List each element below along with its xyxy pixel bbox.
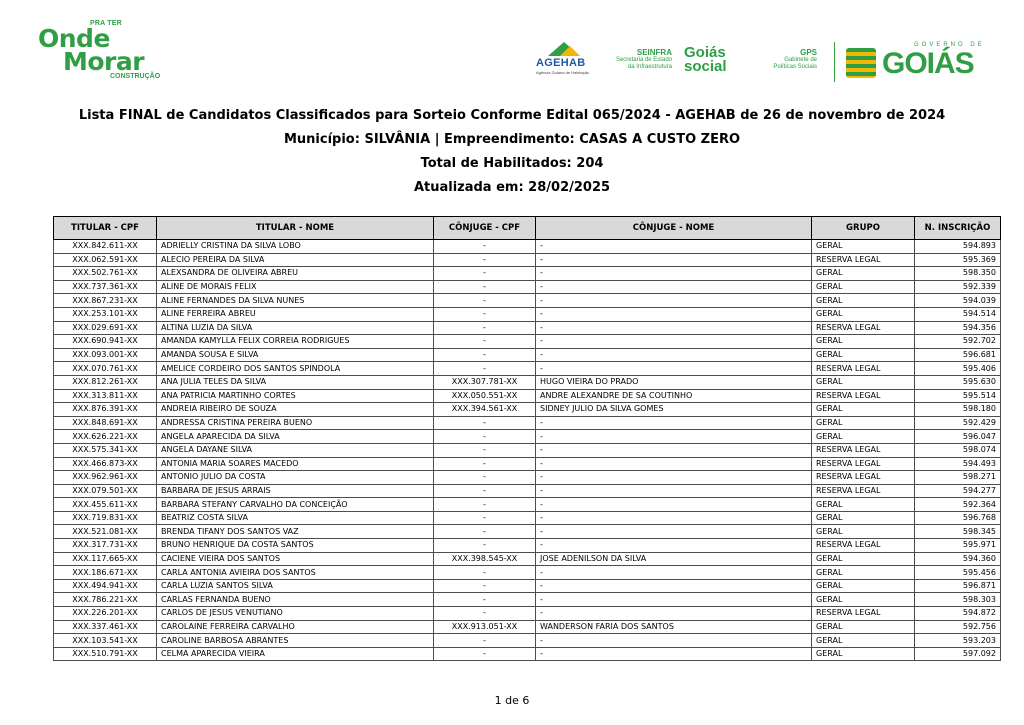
col-grupo: GRUPO	[812, 217, 915, 240]
cell-inscricao: 593.203	[915, 634, 1001, 648]
seinfra-logo	[602, 48, 672, 71]
municipio-line: Município: SILVÂNIA | Empreendimento: CASAS A CUSTO ZERO	[283, 132, 741, 147]
cell-conjuge-cpf: XXX.307.781-XX	[434, 375, 536, 389]
cell-titular-cpf: XXX.070.761-XX	[54, 362, 157, 376]
cell-titular-cpf: XXX.842.611-XX	[54, 240, 157, 254]
cell-conjuge-nome: -	[536, 471, 812, 485]
table-row	[54, 607, 1001, 621]
cell-grupo: RESERVA LEGAL	[812, 362, 915, 376]
cell-inscricao: 596.047	[915, 430, 1001, 444]
cell-inscricao: 598.303	[915, 593, 1001, 607]
cell-titular-nome: ALINE FERNANDES DA SILVA NUNES	[157, 294, 434, 308]
cell-titular-nome: ANTONIO JULIO DA COSTA	[157, 471, 434, 485]
cell-titular-cpf: XXX.867.231-XX	[54, 294, 157, 308]
cell-conjuge-cpf: -	[434, 647, 536, 661]
cell-conjuge-cpf: -	[434, 634, 536, 648]
cell-conjuge-nome: -	[536, 525, 812, 539]
cell-grupo: RESERVA LEGAL	[812, 484, 915, 498]
cell-titular-cpf: XXX.510.791-XX	[54, 647, 157, 661]
cell-conjuge-nome: -	[536, 498, 812, 512]
cell-inscricao: 594.514	[915, 307, 1001, 321]
cell-titular-nome: ANA JULIA TELES DA SILVA	[157, 375, 434, 389]
cell-conjuge-cpf: -	[434, 307, 536, 321]
cell-conjuge-cpf: -	[434, 362, 536, 376]
cell-inscricao: 594.893	[915, 240, 1001, 254]
cell-grupo: GERAL	[812, 294, 915, 308]
table-row	[54, 647, 1001, 661]
agehab-logo	[534, 42, 594, 82]
cell-conjuge-cpf: -	[434, 294, 536, 308]
table-row	[54, 484, 1001, 498]
cell-conjuge-nome: -	[536, 593, 812, 607]
table-row	[54, 443, 1001, 457]
cell-inscricao: 595.369	[915, 253, 1001, 267]
cell-titular-cpf: XXX.117.665-XX	[54, 552, 157, 566]
cell-titular-cpf: XXX.186.671-XX	[54, 566, 157, 580]
table-row	[54, 253, 1001, 267]
cell-inscricao: 594.872	[915, 607, 1001, 621]
table-row	[54, 539, 1001, 553]
cell-titular-cpf: XXX.719.831-XX	[54, 511, 157, 525]
cell-conjuge-cpf: -	[434, 335, 536, 349]
cell-titular-cpf: XXX.317.731-XX	[54, 539, 157, 553]
cell-inscricao: 595.514	[915, 389, 1001, 403]
cell-conjuge-nome: -	[536, 253, 812, 267]
logo-divider	[834, 42, 835, 82]
cell-titular-cpf: XXX.455.611-XX	[54, 498, 157, 512]
cell-grupo: GERAL	[812, 348, 915, 362]
cell-titular-cpf: XXX.786.221-XX	[54, 593, 157, 607]
cell-inscricao: 594.039	[915, 294, 1001, 308]
cell-inscricao: 598.345	[915, 525, 1001, 539]
cell-titular-nome: CARLA ANTONIA AVIEIRA DOS SANTOS	[157, 566, 434, 580]
cell-grupo: GERAL	[812, 240, 915, 254]
cell-titular-cpf: XXX.521.081-XX	[54, 525, 157, 539]
cell-titular-nome: BEATRIZ COSTA SILVA	[157, 511, 434, 525]
cell-conjuge-cpf: -	[434, 539, 536, 553]
cell-conjuge-nome: -	[536, 566, 812, 580]
cell-conjuge-cpf: -	[434, 267, 536, 281]
cell-inscricao: 594.493	[915, 457, 1001, 471]
logo-tagline: PRA TER	[90, 20, 122, 27]
cell-inscricao: 595.406	[915, 362, 1001, 376]
cell-conjuge-nome: SIDNEY JULIO DA SILVA GOMES	[536, 403, 812, 417]
table-row	[54, 511, 1001, 525]
candidates-table	[53, 216, 1001, 661]
cell-grupo: GERAL	[812, 647, 915, 661]
cell-conjuge-cpf: -	[434, 430, 536, 444]
document-header	[0, 104, 1024, 200]
cell-grupo: GERAL	[812, 525, 915, 539]
cell-grupo: RESERVA LEGAL	[812, 457, 915, 471]
cell-titular-cpf: XXX.848.691-XX	[54, 416, 157, 430]
cell-inscricao: 596.681	[915, 348, 1001, 362]
cell-conjuge-nome: -	[536, 443, 812, 457]
cell-conjuge-nome: WANDERSON FARIA DOS SANTOS	[536, 620, 812, 634]
seinfra-sub1: Secretaria de Estado	[615, 57, 672, 63]
cell-inscricao: 592.364	[915, 498, 1001, 512]
cell-grupo: GERAL	[812, 280, 915, 294]
cell-conjuge-cpf: XXX.913.051-XX	[434, 620, 536, 634]
cell-conjuge-nome: -	[536, 267, 812, 281]
cell-conjuge-cpf: XXX.394.561-XX	[434, 403, 536, 417]
cell-grupo: RESERVA LEGAL	[812, 607, 915, 621]
governo-goias-logo	[846, 42, 996, 82]
table-row	[54, 471, 1001, 485]
cell-titular-nome: BARBARA DE JESUS ARRAIS	[157, 484, 434, 498]
cell-inscricao: 592.429	[915, 416, 1001, 430]
table-row	[54, 362, 1001, 376]
cell-conjuge-nome: -	[536, 307, 812, 321]
goias-flag-icon	[846, 48, 876, 78]
cell-titular-nome: CACIENE VIEIRA DOS SANTOS	[157, 552, 434, 566]
cell-titular-nome: BRENDA TIFANY DOS SANTOS VAZ	[157, 525, 434, 539]
cell-conjuge-cpf: -	[434, 484, 536, 498]
cell-inscricao: 596.768	[915, 511, 1001, 525]
cell-grupo: RESERVA LEGAL	[812, 539, 915, 553]
cell-titular-nome: ALTINA LUZIA DA SILVA	[157, 321, 434, 335]
cell-inscricao: 594.356	[915, 321, 1001, 335]
cell-titular-nome: BRUNO HENRIQUE DA COSTA SANTOS	[157, 539, 434, 553]
cell-conjuge-cpf: -	[434, 240, 536, 254]
cell-conjuge-cpf: -	[434, 280, 536, 294]
table-row	[54, 403, 1001, 417]
cell-grupo: GERAL	[812, 416, 915, 430]
table-row	[54, 579, 1001, 593]
cell-titular-cpf: XXX.466.873-XX	[54, 457, 157, 471]
cell-conjuge-nome: -	[536, 430, 812, 444]
cell-grupo: GERAL	[812, 267, 915, 281]
cell-titular-nome: AMELICE CORDEIRO DOS SANTOS SPINDOLA	[157, 362, 434, 376]
cell-conjuge-cpf: -	[434, 471, 536, 485]
cell-titular-nome: ANDRESSA CRISTINA PEREIRA BUENO	[157, 416, 434, 430]
cell-titular-cpf: XXX.812.261-XX	[54, 375, 157, 389]
cell-titular-cpf: XXX.029.691-XX	[54, 321, 157, 335]
gps-sub2: Políticas Sociais	[773, 64, 817, 70]
partner-logos	[534, 40, 994, 84]
cell-titular-nome: ANTONIA MARIA SOARES MACEDO	[157, 457, 434, 471]
goias-social-line1: Goiás	[684, 44, 726, 61]
cell-conjuge-cpf: -	[434, 525, 536, 539]
table-row	[54, 552, 1001, 566]
agehab-roof-accent-icon	[560, 46, 580, 56]
cell-conjuge-nome: -	[536, 280, 812, 294]
cell-titular-cpf: XXX.079.501-XX	[54, 484, 157, 498]
cell-conjuge-nome: -	[536, 484, 812, 498]
cell-titular-cpf: XXX.876.391-XX	[54, 403, 157, 417]
goias-social-line2: social	[684, 58, 727, 75]
cell-conjuge-nome: -	[536, 321, 812, 335]
cell-conjuge-cpf: -	[434, 321, 536, 335]
cell-grupo: GERAL	[812, 552, 915, 566]
cell-conjuge-nome: -	[536, 294, 812, 308]
cell-grupo: GERAL	[812, 403, 915, 417]
cell-inscricao: 594.360	[915, 552, 1001, 566]
cell-conjuge-cpf: -	[434, 593, 536, 607]
cell-inscricao: 594.277	[915, 484, 1001, 498]
cell-inscricao: 598.350	[915, 267, 1001, 281]
cell-grupo: RESERVA LEGAL	[812, 443, 915, 457]
cell-conjuge-nome: -	[536, 362, 812, 376]
document-title: Lista FINAL de Candidatos Classificados para Sorteio Conforme Edital 065/2024 - AGEHAB de 26 de novembro de 2024	[78, 108, 946, 123]
cell-inscricao: 597.092	[915, 647, 1001, 661]
cell-titular-cpf: XXX.103.541-XX	[54, 634, 157, 648]
goias-text: GOIÁS	[882, 47, 974, 80]
cell-titular-cpf: XXX.226.201-XX	[54, 607, 157, 621]
cell-inscricao: 595.456	[915, 566, 1001, 580]
cell-titular-nome: AMANDA SOUSA E SILVA	[157, 348, 434, 362]
cell-conjuge-cpf: -	[434, 579, 536, 593]
cell-conjuge-cpf: -	[434, 498, 536, 512]
table-row	[54, 498, 1001, 512]
cell-titular-cpf: XXX.962.961-XX	[54, 471, 157, 485]
cell-grupo: GERAL	[812, 566, 915, 580]
table-row	[54, 457, 1001, 471]
cell-titular-nome: BARBARA STEFANY CARVALHO DA CONCEIÇÃO	[157, 498, 434, 512]
table-row	[54, 593, 1001, 607]
gps-sub1: Gabinete de	[784, 57, 817, 63]
cell-titular-nome: AMANDA KAMYLLA FELIX CORREIA RODRIGUES	[157, 335, 434, 349]
cell-conjuge-nome: -	[536, 240, 812, 254]
col-conjuge-nome: CÔNJUGE - NOME	[536, 217, 812, 240]
cell-grupo: GERAL	[812, 620, 915, 634]
cell-titular-nome: ANA PATRICIA MARTINHO CORTES	[157, 389, 434, 403]
cell-grupo: RESERVA LEGAL	[812, 389, 915, 403]
cell-inscricao: 595.630	[915, 375, 1001, 389]
cell-conjuge-nome: -	[536, 647, 812, 661]
cell-inscricao: 598.271	[915, 471, 1001, 485]
cell-titular-cpf: XXX.494.941-XX	[54, 579, 157, 593]
cell-titular-nome: CAROLINE BARBOSA ABRANTES	[157, 634, 434, 648]
agehab-subtitle: Agência Goiana de Habitação	[536, 70, 590, 75]
cell-conjuge-nome: -	[536, 348, 812, 362]
table-row	[54, 294, 1001, 308]
cell-titular-nome: ALINE DE MORAIS FELIX	[157, 280, 434, 294]
total-habilitados: Total de Habilitados: 204	[420, 156, 604, 171]
cell-conjuge-nome: -	[536, 607, 812, 621]
cell-conjuge-nome: -	[536, 457, 812, 471]
table-row	[54, 267, 1001, 281]
gps-name: GPS	[800, 48, 817, 57]
cell-titular-cpf: XXX.690.941-XX	[54, 335, 157, 349]
cell-conjuge-cpf: -	[434, 416, 536, 430]
logo-onde: Onde	[38, 24, 110, 53]
seinfra-name: SEINFRA	[636, 48, 672, 57]
cell-conjuge-cpf: -	[434, 566, 536, 580]
cell-inscricao: 598.180	[915, 403, 1001, 417]
cell-titular-nome: ANGELA APARECIDA DA SILVA	[157, 430, 434, 444]
goias-social-logo	[684, 46, 727, 74]
cell-conjuge-cpf: -	[434, 607, 536, 621]
cell-grupo: GERAL	[812, 634, 915, 648]
cell-grupo: GERAL	[812, 498, 915, 512]
cell-grupo: GERAL	[812, 307, 915, 321]
cell-grupo: GERAL	[812, 375, 915, 389]
cell-grupo: RESERVA LEGAL	[812, 321, 915, 335]
cell-grupo: GERAL	[812, 430, 915, 444]
logo-morar: Morar	[63, 47, 145, 76]
table-row	[54, 321, 1001, 335]
onde-morar-logo	[38, 16, 163, 86]
cell-titular-cpf: XXX.626.221-XX	[54, 430, 157, 444]
updated-date: Atualizada em: 28/02/2025	[413, 180, 611, 195]
cell-titular-nome: ANDREIA RIBEIRO DE SOUZA	[157, 403, 434, 417]
cell-conjuge-nome: -	[536, 511, 812, 525]
cell-conjuge-nome: ANDRE ALEXANDRE DE SA COUTINHO	[536, 389, 812, 403]
cell-titular-cpf: XXX.337.461-XX	[54, 620, 157, 634]
seinfra-sub2: da Infraestrutura	[627, 64, 672, 70]
cell-titular-nome: CARLA LUZIA SANTOS SILVA	[157, 579, 434, 593]
cell-conjuge-nome: JOSE ADENILSON DA SILVA	[536, 552, 812, 566]
table-row	[54, 335, 1001, 349]
table-header-row	[54, 217, 1001, 240]
table-row	[54, 307, 1001, 321]
table-row	[54, 634, 1001, 648]
governo-de-text: GOVERNO DE	[914, 42, 985, 48]
cell-titular-cpf: XXX.502.761-XX	[54, 267, 157, 281]
table-row	[54, 525, 1001, 539]
table-row	[54, 240, 1001, 254]
cell-titular-cpf: XXX.737.361-XX	[54, 280, 157, 294]
cell-grupo: GERAL	[812, 511, 915, 525]
cell-titular-nome: CARLOS DE JESUS VENUTIANO	[157, 607, 434, 621]
table-row	[54, 620, 1001, 634]
table-row	[54, 416, 1001, 430]
cell-conjuge-cpf: XXX.398.545-XX	[434, 552, 536, 566]
cell-titular-nome: CARLAS FERNANDA BUENO	[157, 593, 434, 607]
table-row	[54, 389, 1001, 403]
cell-inscricao: 592.756	[915, 620, 1001, 634]
cell-conjuge-cpf: -	[434, 511, 536, 525]
col-inscricao: N. INSCRIÇÃO	[915, 217, 1001, 240]
cell-inscricao: 598.074	[915, 443, 1001, 457]
cell-conjuge-cpf: -	[434, 443, 536, 457]
col-titular-cpf: TITULAR - CPF	[54, 217, 157, 240]
cell-titular-nome: ALINE FERREIRA ABREU	[157, 307, 434, 321]
cell-inscricao: 592.339	[915, 280, 1001, 294]
table-row	[54, 375, 1001, 389]
cell-conjuge-nome: -	[536, 539, 812, 553]
table-row	[54, 348, 1001, 362]
table-row	[54, 430, 1001, 444]
cell-conjuge-cpf: -	[434, 457, 536, 471]
cell-titular-nome: ALECIO PEREIRA DA SILVA	[157, 253, 434, 267]
cell-conjuge-nome: -	[536, 335, 812, 349]
cell-conjuge-cpf: XXX.050.551-XX	[434, 389, 536, 403]
cell-titular-nome: ANGELA DAYANE SILVA	[157, 443, 434, 457]
agehab-name: AGEHAB	[536, 57, 586, 69]
cell-inscricao: 592.702	[915, 335, 1001, 349]
cell-titular-cpf: XXX.062.591-XX	[54, 253, 157, 267]
table-body	[54, 240, 1001, 661]
logo-construcao: CONSTRUÇÃO	[110, 73, 161, 80]
cell-conjuge-cpf: -	[434, 348, 536, 362]
cell-titular-cpf: XXX.093.001-XX	[54, 348, 157, 362]
cell-grupo: RESERVA LEGAL	[812, 253, 915, 267]
col-conjuge-cpf: CÔNJUGE - CPF	[434, 217, 536, 240]
cell-grupo: RESERVA LEGAL	[812, 471, 915, 485]
cell-conjuge-nome: -	[536, 416, 812, 430]
cell-grupo: GERAL	[812, 335, 915, 349]
cell-titular-cpf: XXX.313.811-XX	[54, 389, 157, 403]
cell-conjuge-cpf: -	[434, 253, 536, 267]
cell-inscricao: 596.871	[915, 579, 1001, 593]
cell-grupo: GERAL	[812, 593, 915, 607]
table-row	[54, 566, 1001, 580]
cell-titular-nome: ADRIELLY CRISTINA DA SILVA LOBO	[157, 240, 434, 254]
page-number: 1 de 6	[494, 694, 530, 707]
cell-titular-cpf: XXX.253.101-XX	[54, 307, 157, 321]
cell-titular-cpf: XXX.575.341-XX	[54, 443, 157, 457]
cell-conjuge-nome: HUGO VIEIRA DO PRADO	[536, 375, 812, 389]
table-row	[54, 280, 1001, 294]
cell-grupo: GERAL	[812, 579, 915, 593]
col-titular-nome: TITULAR - NOME	[157, 217, 434, 240]
cell-inscricao: 595.971	[915, 539, 1001, 553]
cell-conjuge-nome: -	[536, 579, 812, 593]
cell-titular-nome: CAROLAINE FERREIRA CARVALHO	[157, 620, 434, 634]
cell-titular-nome: CELMA APARECIDA VIEIRA	[157, 647, 434, 661]
cell-conjuge-nome: -	[536, 634, 812, 648]
cell-titular-nome: ALEXSANDRA DE OLIVEIRA ABREU	[157, 267, 434, 281]
gps-logo	[759, 48, 817, 71]
